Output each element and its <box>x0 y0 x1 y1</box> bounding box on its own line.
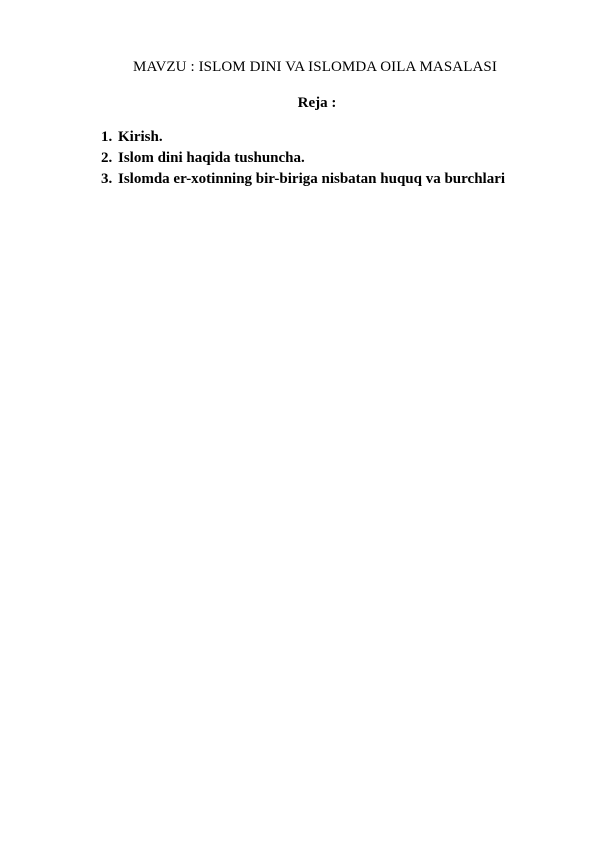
plan-list <box>101 129 505 192</box>
plan-item-text: Kirish. <box>118 129 163 145</box>
plan-item-text: Islom dini haqida tushuncha. <box>118 150 305 166</box>
document-title: MAVZU : ISLOM DINI VA ISLOMDA OILA MASALASI <box>133 59 497 75</box>
plan-item <box>101 150 505 171</box>
plan-item <box>101 171 505 192</box>
plan-item-number: 2. <box>101 150 113 166</box>
plan-item-text: Islomda er-xotinning bir-biriga nisbatan huquq va burchlari <box>118 171 506 187</box>
plan-heading: Reja : <box>297 95 337 111</box>
plan-item-number: 1. <box>101 129 113 145</box>
plan-item <box>101 129 505 150</box>
plan-item-number: 3. <box>101 171 113 187</box>
